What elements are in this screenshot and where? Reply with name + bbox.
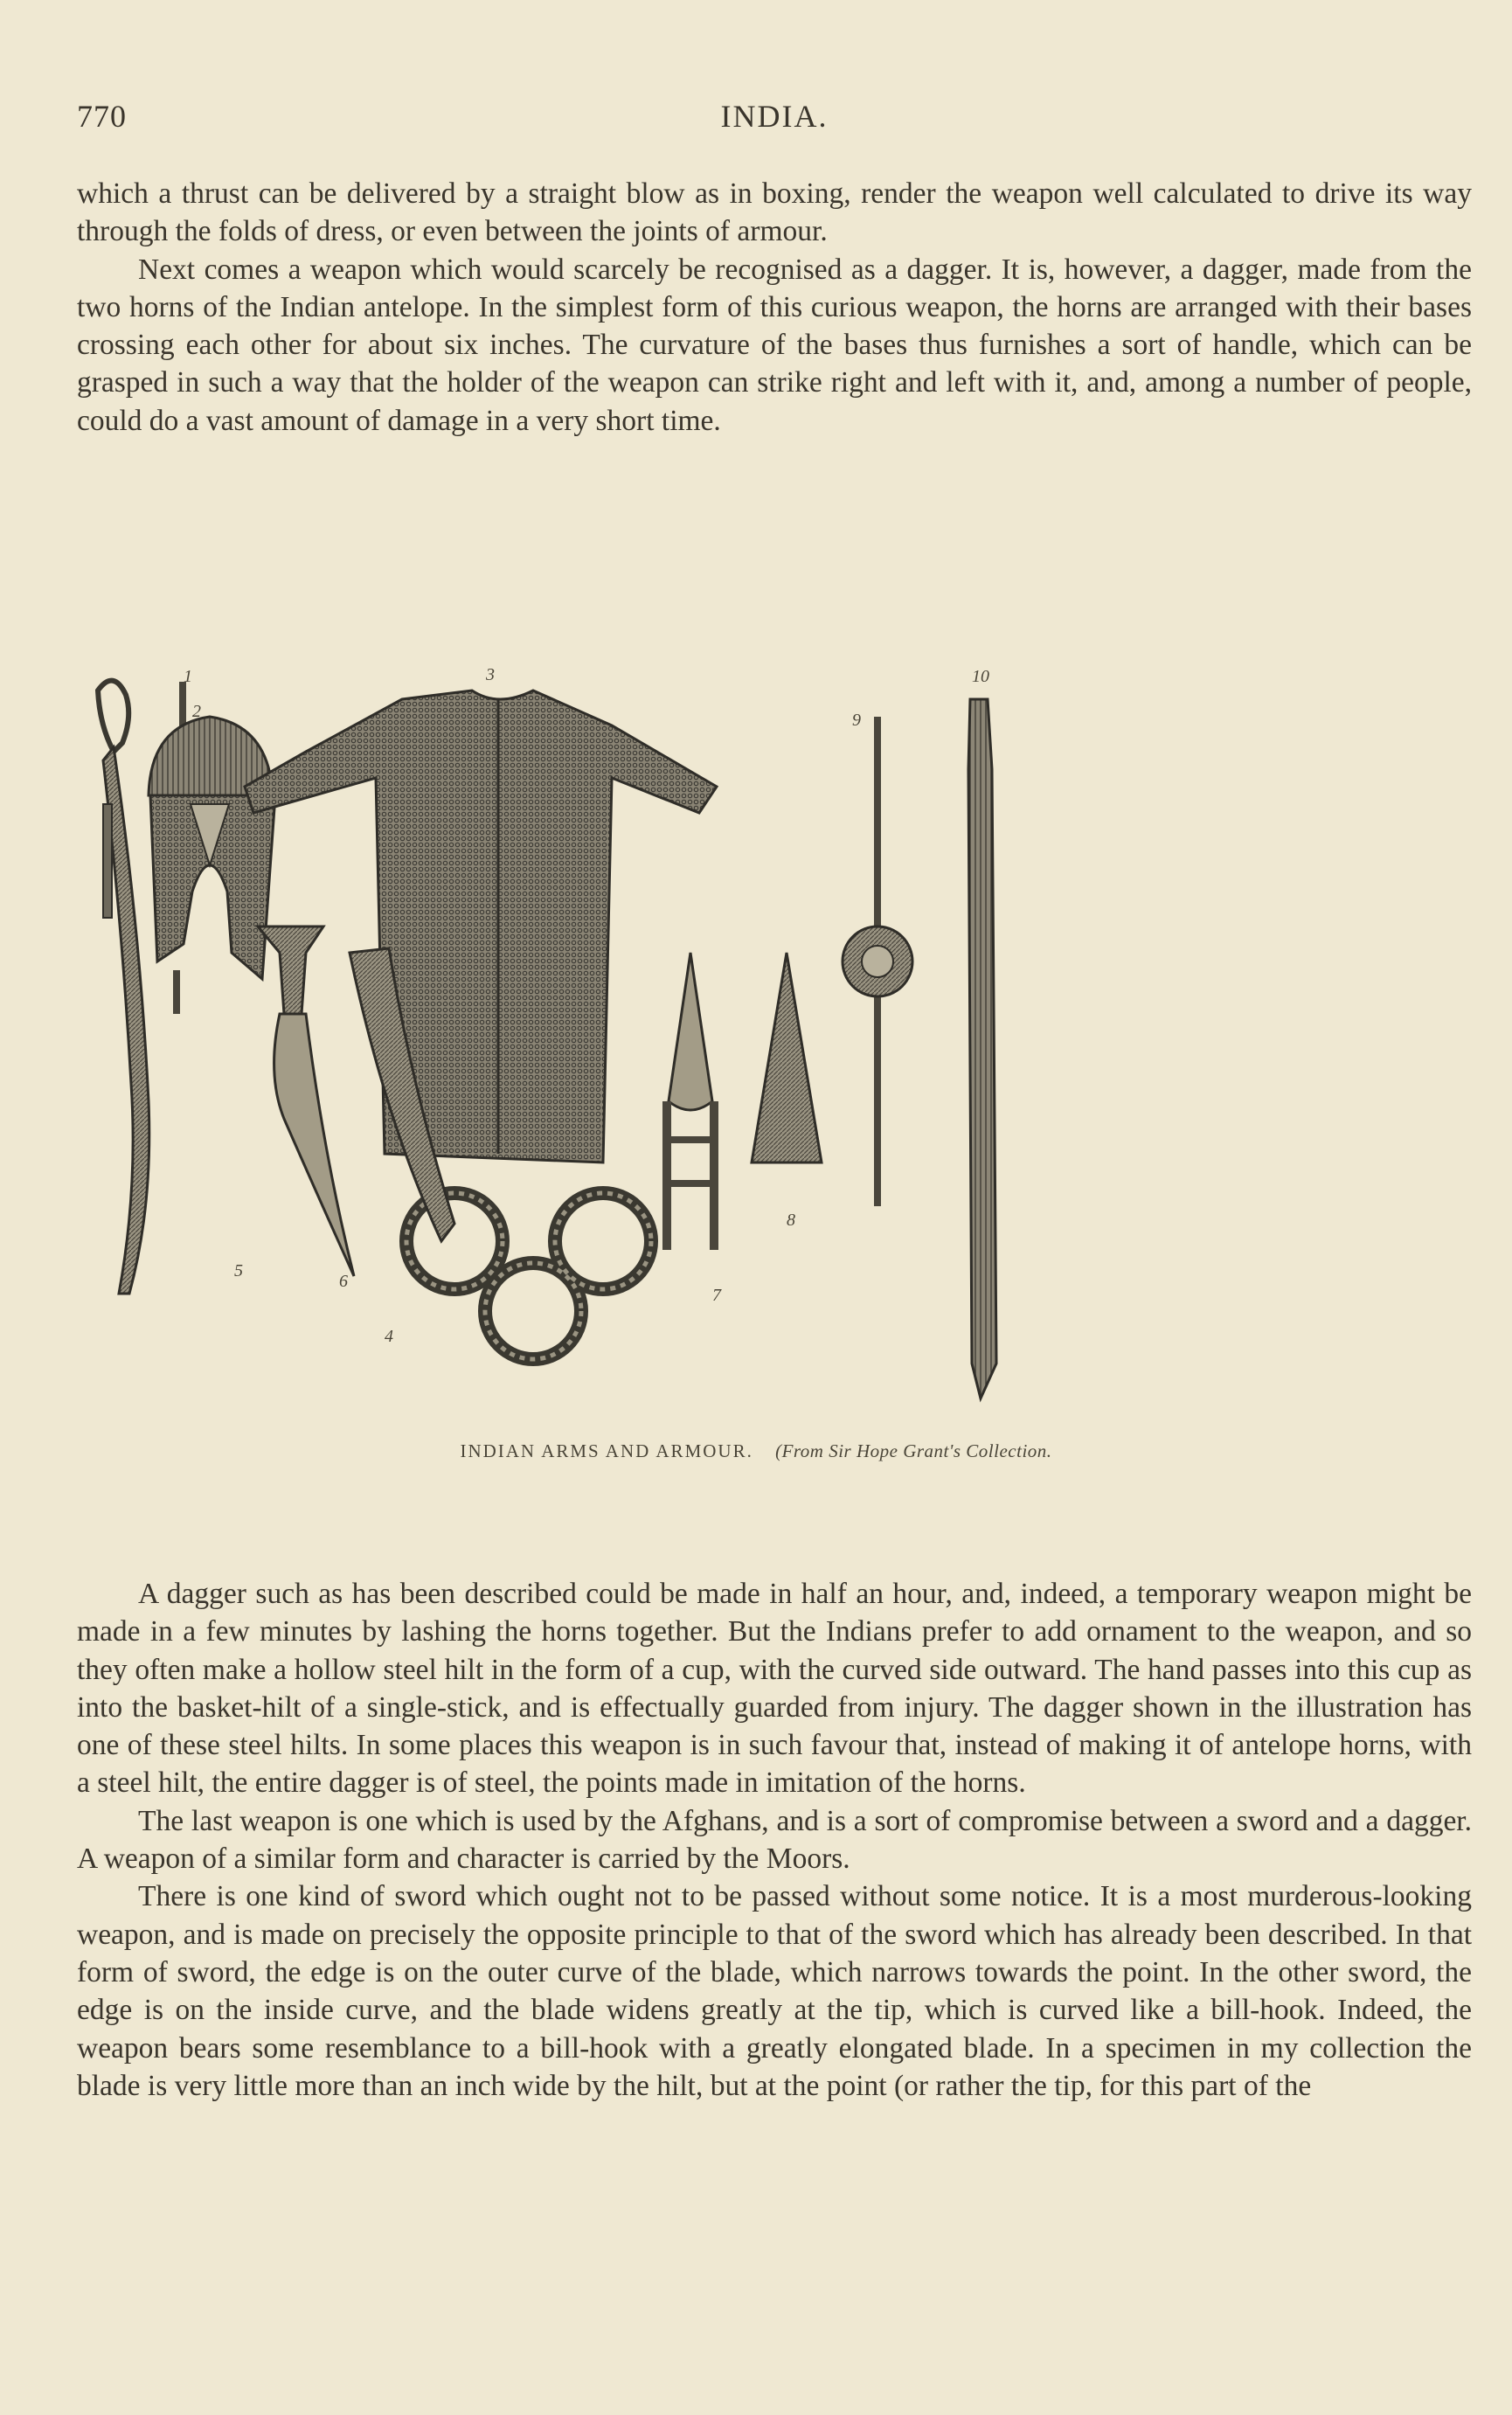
text-block-top (77, 175, 1472, 440)
paragraph: A dagger such as has been described could be made in half an hour, and, indeed, a temporary weapon might be made in a few minutes by lashing the horns together. But the Indians prefer to add ornament to the weapon, and so they often make a hollow steel hilt in the form of a cup, with the curved side outward. The hand passes into this cup as into the basket-hilt of a single-stick, and is effectually guarded from injury. The dagger shown in the illustration has one of these steel hilts. In some places this weapon is in such favour that, instead of making it of antelope horns, with a steel hilt, the entire dagger is of steel, the points made in imitation of the horns. (77, 1578, 1472, 1800)
fig-number-8: 8 (787, 1211, 795, 1230)
paragraph: Next comes a weapon which would scarcely be recognised as a dagger. It is, however, a dagger, made from the two horns of the Indian antelope. In the simplest form of this curious weapon, the horns are arranged with their bases crossing each other for about six inches. The curvature of the bases thus furnishes a sort of handle, which can be grasped in such a way that the holder of the weapon can strike right and left with it, and, among a number of people, could do a vast amount of damage in a very short time. (77, 253, 1472, 437)
fig-number-10: 10 (972, 667, 989, 686)
fig-number-6: 6 (339, 1272, 348, 1291)
text-block-bottom (77, 1575, 1472, 2105)
sword-1 (98, 681, 149, 1294)
fig-number-5: 5 (234, 1261, 243, 1280)
sword-10 (968, 699, 996, 1398)
caption-credit: (From Sir Hope Grant's Collection. (775, 1440, 1052, 1461)
fig-number-3: 3 (486, 665, 495, 684)
caption-title: INDIAN ARMS AND ARMOUR. (460, 1440, 753, 1461)
dagger-7 (662, 953, 718, 1250)
paragraph: There is one kind of sword which ought not to be passed without some notice. It is a most murderous-looking weapon, and is made on precisely the opposite principle to that of the sword which has already been described. In that form of sword, the edge is on the outer curve of the blade, which narrows towards the point. In the other sword, the edge is on the inside curve, and the blade widens greatly at the tip, which is curved like a bill-hook. Indeed, the weapon bears some resemblance to a bill-hook with a greatly elongated blade. In a specimen in my collection the blade is very little more than an inch wide by the hilt, but at the point (or rather the tip, for this part of the (77, 1880, 1472, 2102)
paragraph: which a thrust can be delivered by a straight blow as in boxing, render the weapon well calculated to drive its way through the folds of dress, or even between the joints of armour. (77, 177, 1472, 248)
running-head (77, 98, 1472, 142)
page-number: 770 (77, 99, 127, 134)
dagger-5 (258, 926, 354, 1276)
paragraph: The last weapon is one which is used by the Afghans, and is a sort of compromise between a sword and a dagger. A weapon of a similar form and character is carried by the Moors. (77, 1804, 1472, 1876)
spearhead-8 (752, 953, 822, 1162)
running-title: INDIA. (720, 99, 829, 134)
fig-number-2: 2 (192, 702, 201, 721)
fig-number-1: 1 (184, 667, 192, 686)
fig-number-7: 7 (712, 1286, 721, 1305)
illustration-indian-arms (87, 664, 1451, 1433)
staff-9 (843, 717, 912, 1206)
fig-number-9: 9 (852, 711, 861, 730)
figure-caption (0, 1440, 1512, 1462)
helmet-2 (149, 682, 275, 1014)
fig-number-4: 4 (385, 1327, 393, 1346)
